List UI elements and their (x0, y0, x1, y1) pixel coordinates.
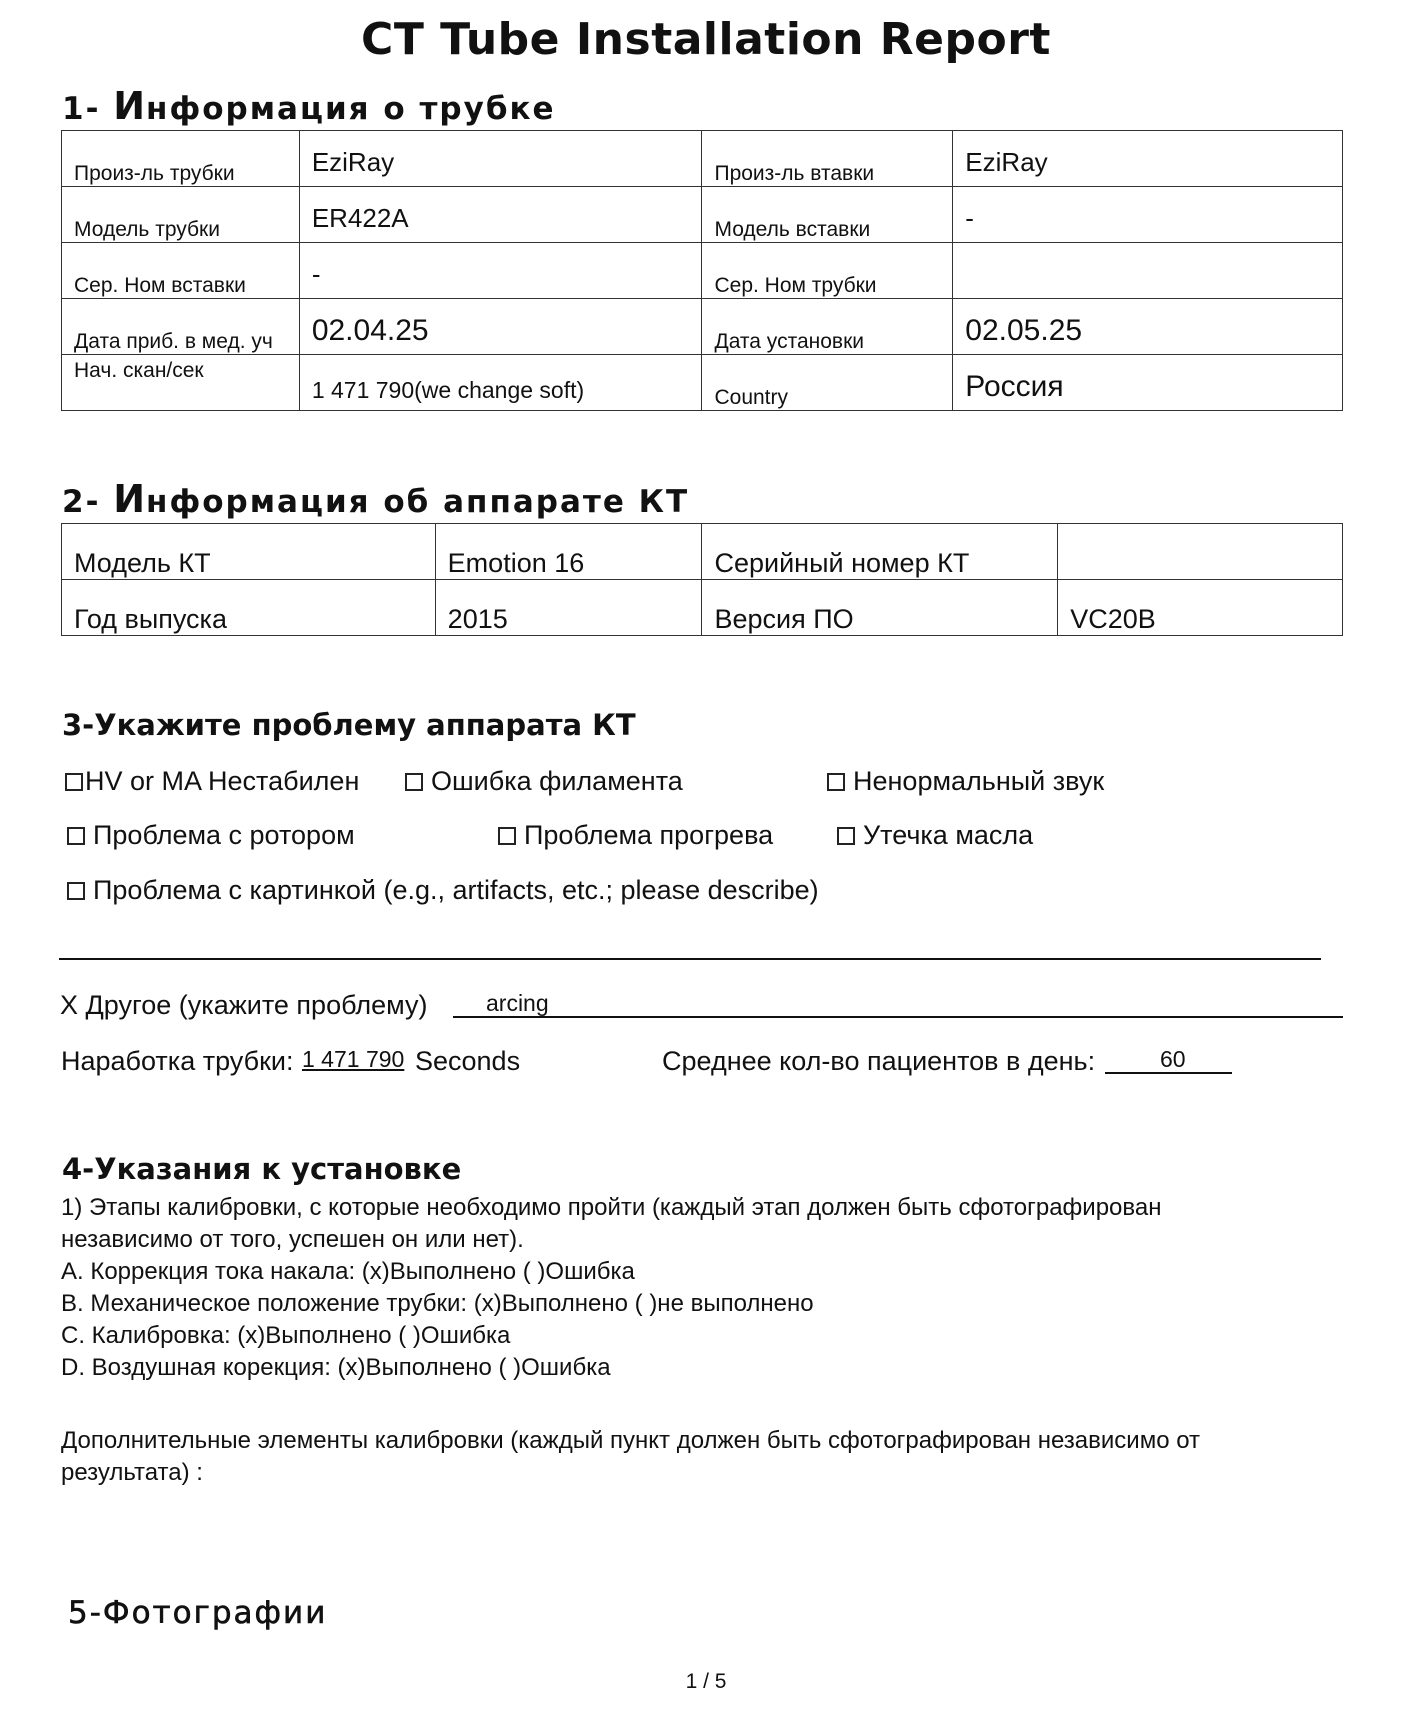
patients-label: Среднее кол-во пациентов в день: (662, 1046, 1096, 1076)
page-number: 1 / 5 (685, 1670, 727, 1693)
runtime-unit: Seconds (415, 1046, 521, 1076)
tube-info-table (61, 130, 1343, 411)
tube-serial-label: Сер. Ном трубки (702, 243, 953, 299)
software-version-label: Версия ПО (702, 580, 1058, 636)
install-date-value: 02.05.25 (953, 299, 1343, 355)
section-4-heading: 4-Указания к установке (62, 1152, 462, 1186)
checkbox-icon[interactable] (67, 827, 85, 845)
table-row (62, 187, 1343, 243)
checkbox-icon[interactable] (405, 773, 423, 791)
option-noise[interactable]: Ненормальный звук (827, 766, 1104, 797)
insert-serial-label: Сер. Ном вставки (62, 243, 300, 299)
checkbox-icon[interactable] (65, 773, 83, 791)
ct-year-label: Год выпуска (62, 580, 436, 636)
arrival-date-label: Дата приб. в мед. уч (62, 299, 300, 355)
table-row (62, 243, 1343, 299)
section-5-heading: 5-Фотографии (68, 1595, 328, 1631)
calibration-intro-line-2: независимо от того, успешен он или нет). (61, 1226, 524, 1253)
tube-model-label: Модель трубки (62, 187, 300, 243)
table-row (62, 355, 1343, 411)
other-problem-line[interactable] (453, 1016, 1343, 1018)
insert-maker-label: Произ-ль втавки (702, 131, 953, 187)
tube-serial-value (953, 243, 1343, 299)
step-a: A. Коррекция тока накала: (x)Выполнено ( )Ошибка (61, 1258, 635, 1285)
option-image-problem[interactable]: Проблема с картинкой (e.g., artifacts, etc.; please describe) (67, 875, 819, 906)
table-row (62, 299, 1343, 355)
tube-maker-value: EziRay (299, 131, 702, 187)
option-filament[interactable]: Ошибка филамента (405, 766, 683, 797)
country-label: Country (702, 355, 953, 411)
additional-calibration (61, 1425, 1200, 1489)
patients-line[interactable] (1105, 1072, 1232, 1074)
software-version-value: VC20B (1058, 580, 1343, 636)
section-3-heading: 3-Укажите проблему аппарата КТ (62, 708, 636, 742)
table-row (62, 131, 1343, 187)
tube-maker-label: Произ-ль трубки (62, 131, 300, 187)
insert-model-value: - (953, 187, 1343, 243)
table-row (62, 524, 1343, 580)
option-warmup[interactable]: Проблема прогрева (498, 820, 773, 851)
additional-line-1: Дополнительные элементы калибровки (каждый пункт должен быть сфотографирован независимо от (61, 1427, 1201, 1454)
calibration-steps (61, 1192, 1161, 1384)
checkbox-icon[interactable] (67, 882, 85, 900)
step-b: B. Механическое положение трубки: (x)Выполнено ( )не выполнено (61, 1290, 814, 1317)
runtime-label: Наработка трубки: (61, 1046, 294, 1076)
checkbox-icon[interactable] (498, 827, 516, 845)
ct-model-label: Модель КТ (62, 524, 436, 580)
arrival-date-value: 02.04.25 (299, 299, 702, 355)
ct-info-table (61, 523, 1343, 636)
patients-value: 60 (1160, 1046, 1186, 1072)
start-scan-value: 1 471 790(we change soft) (299, 355, 702, 411)
tube-model-value: ER422A (299, 187, 702, 243)
checkbox-icon[interactable] (827, 773, 845, 791)
description-line[interactable] (59, 958, 1321, 960)
checkbox-icon[interactable] (837, 827, 855, 845)
insert-serial-value: - (299, 243, 702, 299)
other-problem-label: X Другое (укажите проблему) (60, 990, 428, 1020)
option-rotor[interactable]: Проблема с ротором (67, 820, 355, 851)
section-1-heading: 1- Информация о трубке (62, 84, 556, 128)
additional-line-2: результата) : (61, 1459, 203, 1486)
option-hv-ma[interactable]: HV or MA Нестабилен (65, 766, 359, 797)
ct-serial-value (1058, 524, 1343, 580)
ct-serial-label: Серийный номер КТ (702, 524, 1058, 580)
step-d: D. Воздушная корекция: (x)Выполнено ( )Ошибка (61, 1354, 611, 1381)
install-date-label: Дата установки (702, 299, 953, 355)
insert-maker-value: EziRay (953, 131, 1343, 187)
ct-year-value: 2015 (435, 580, 702, 636)
step-c: C. Калибровка: (x)Выполнено ( )Ошибка (61, 1322, 511, 1349)
ct-model-value: Emotion 16 (435, 524, 702, 580)
calibration-intro-line-1: 1) Этапы калибровки, с которые необходимо пройти (каждый этап должен быть сфотографирован (61, 1194, 1162, 1221)
runtime-value: 1 471 790 (302, 1046, 405, 1072)
table-row (62, 580, 1343, 636)
section-2-heading: 2- Информация об аппарате КТ (62, 477, 690, 521)
other-problem-value: arcing (486, 990, 549, 1016)
country-value: Россия (953, 355, 1343, 411)
insert-model-label: Модель вставки (702, 187, 953, 243)
start-scan-label: Нач. скан/сек (62, 355, 300, 411)
report-title: CT Tube Installation Report (361, 14, 1051, 65)
option-oil-leak[interactable]: Утечка масла (837, 820, 1033, 851)
